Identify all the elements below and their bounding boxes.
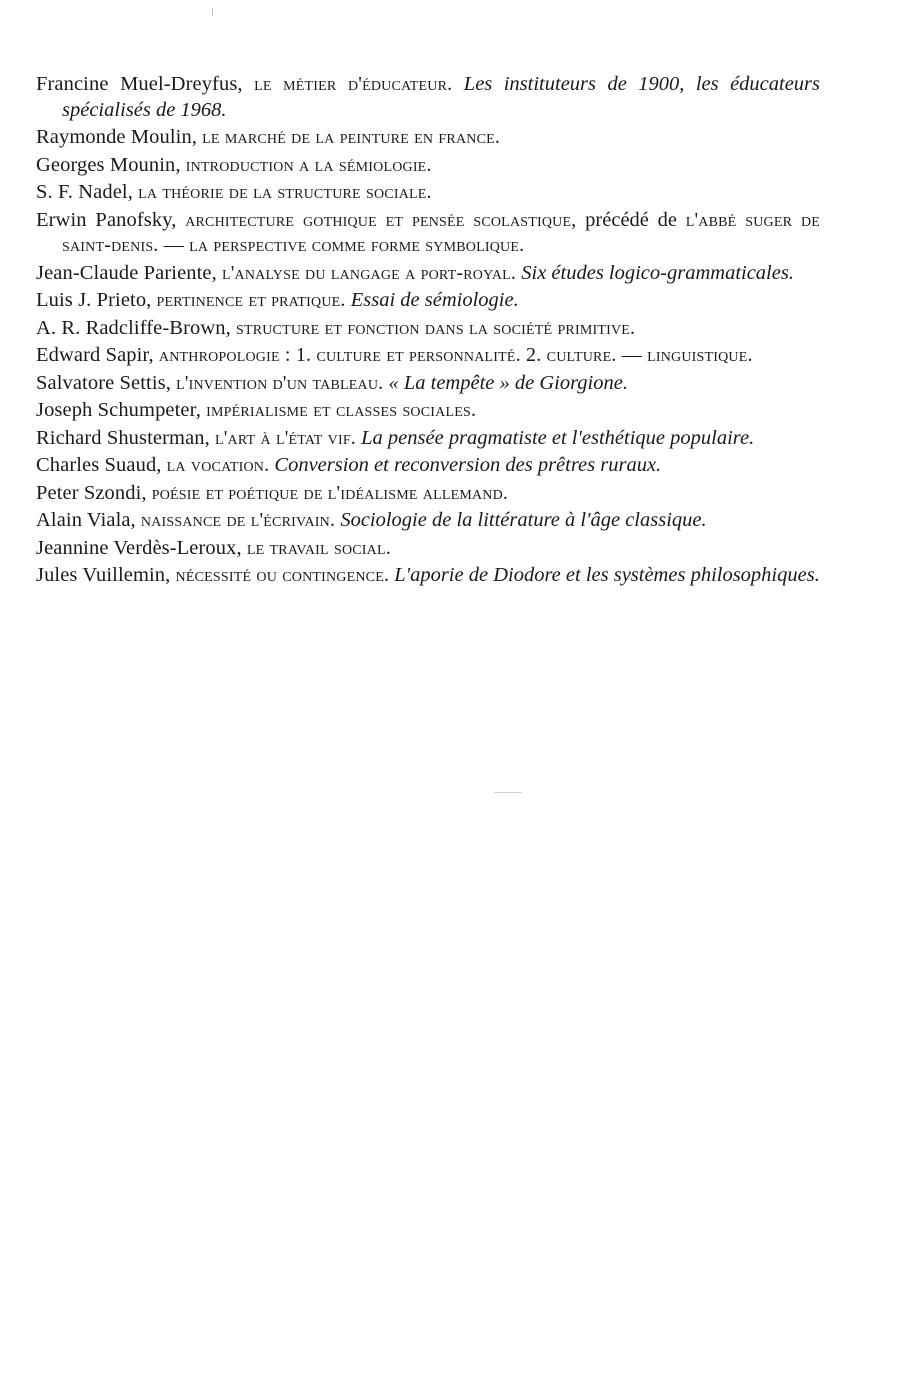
list-item [36, 261, 820, 287]
entry-author: Georges Mounin, [36, 153, 181, 176]
entry-author: Jeannine Verdès-Leroux, [36, 536, 242, 559]
entry-title: l'art à l'état vif. [214, 426, 357, 449]
entry-author: Jules Vuillemin, [36, 564, 171, 586]
list-item [36, 453, 820, 479]
entry-author: S. F. Nadel, [36, 181, 133, 203]
entry-title-secondary: l'abbé suger de saint-denis. — la perspective comme forme symbolique. [62, 208, 821, 256]
entry-title: nécessité ou contingence. [175, 564, 390, 586]
entry-title: pertinence et pratique. [156, 289, 346, 311]
entry-title: architecture gothique et pensée scolastique, [185, 208, 577, 231]
entry-subtitle: La pensée pragmatiste et l'esthétique populaire. [361, 426, 755, 449]
entry-subtitle: Sociologie de la littérature à l'âge classique. [340, 509, 707, 531]
entry-subtitle: Conversion et reconversion des prêtres ruraux. [274, 454, 662, 476]
list-item [36, 481, 820, 507]
entry-author: Erwin Panofsky, [36, 208, 177, 231]
entry-title: le métier d'éducateur. [254, 73, 453, 95]
list-item [36, 563, 820, 589]
list-item [36, 343, 820, 369]
entry-author: Francine Muel-Dreyfus, [36, 73, 243, 95]
entry-author: Charles Suaud, [36, 454, 162, 476]
entry-author: Edward Sapir, [36, 344, 154, 366]
entry-title: l'invention d'un tableau. [176, 371, 384, 394]
entry-connector: précédé de [585, 208, 677, 231]
list-item [36, 536, 820, 562]
entry-subtitle: Essai de sémiologie. [350, 289, 519, 311]
entry-author: Richard Shusterman, [36, 426, 210, 449]
entry-author: A. R. Radcliffe-Brown, [36, 316, 231, 339]
entry-title: poésie et poétique de l'idéalisme allemand. [151, 481, 509, 504]
entry-title: la vocation. [166, 454, 270, 476]
entry-subtitle: Les instituteurs de 1900, les éducateurs spécialisés de 1968. [62, 73, 821, 121]
entry-title: le travail social. [246, 536, 391, 559]
entry-subtitle: Six études logico-grammaticales. [521, 261, 794, 284]
entry-title: introduction a la sémiologie. [185, 153, 432, 176]
entry-author: Peter Szondi, [36, 481, 147, 504]
entry-author: Salvatore Settis, [36, 371, 171, 394]
end-divider [494, 792, 522, 793]
entry-title: l'analyse du langage a port-royal. [221, 261, 517, 284]
entry-title: le marché de la peinture en france. [202, 126, 501, 148]
entry-author: Luis J. Prieto, [36, 289, 152, 311]
list-item [36, 371, 820, 397]
list-item [36, 153, 820, 179]
entry-title: anthropologie : 1. culture et personnalité. 2. culture. — linguistique. [158, 344, 753, 366]
bibliography-list [36, 72, 820, 591]
entry-subtitle: « La tempête » de Giorgione. [388, 371, 628, 394]
entry-author: Joseph Schumpeter, [36, 399, 201, 421]
entry-subtitle: L'aporie de Diodore et les systèmes philosophiques. [394, 564, 820, 586]
entry-title: la théorie de la structure sociale. [138, 181, 432, 203]
list-item [36, 125, 820, 151]
list-item [36, 288, 820, 314]
list-item [36, 316, 820, 342]
entry-author: Alain Viala, [36, 509, 136, 531]
list-item [36, 398, 820, 424]
entry-title: structure et fonction dans la société primitive. [235, 316, 636, 339]
page-mark [212, 8, 219, 16]
list-item [36, 180, 820, 206]
entry-author: Raymonde Moulin, [36, 126, 198, 148]
entry-title: naissance de l'écrivain. [140, 509, 336, 531]
entry-author: Jean-Claude Pariente, [36, 261, 217, 284]
list-item [36, 426, 820, 452]
entry-title: impérialisme et classes sociales. [206, 399, 477, 421]
list-item [36, 208, 820, 259]
list-item [36, 72, 820, 123]
list-item [36, 508, 820, 534]
